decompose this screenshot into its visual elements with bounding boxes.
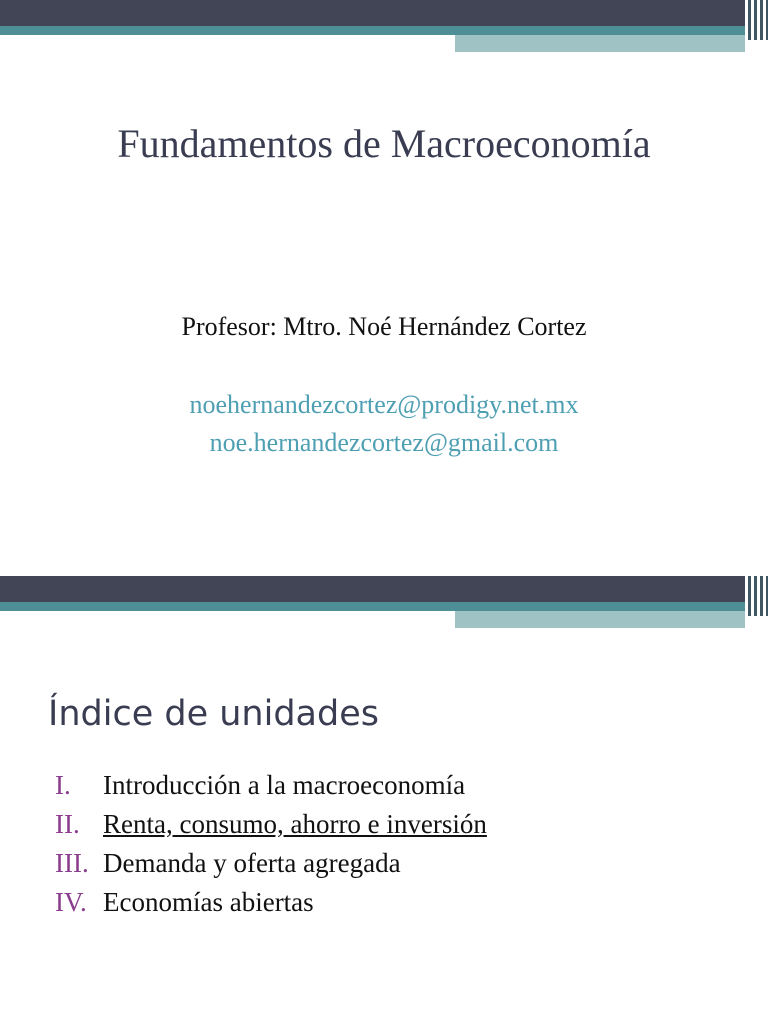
band-teal-bar xyxy=(0,602,745,611)
email-link-prodigy[interactable]: noehernandezcortez@prodigy.net.mx xyxy=(189,390,579,419)
roman-numeral: I. xyxy=(55,770,71,800)
unit-label: Demanda y oferta agregada xyxy=(103,848,401,878)
band-dark-bar xyxy=(0,0,745,26)
band-stripe xyxy=(754,576,757,616)
list-item[interactable] xyxy=(0,809,768,849)
unit-label: Economías abiertas xyxy=(103,887,314,917)
index-slide xyxy=(0,576,768,1024)
unit-label: Introducción a la macroeconomía xyxy=(103,770,466,800)
band-stripe xyxy=(760,576,763,616)
email-link-gmail[interactable]: noe.hernandezcortez@gmail.com xyxy=(209,428,559,457)
roman-numeral: II. xyxy=(55,809,80,839)
roman-numeral: IV. xyxy=(55,887,87,917)
index-title: Índice de unidades xyxy=(48,694,379,734)
band-stripe xyxy=(748,0,751,40)
band-teal-bar xyxy=(0,26,745,35)
band-light-bar xyxy=(455,611,745,628)
roman-numeral: III. xyxy=(55,848,89,878)
list-item xyxy=(0,887,768,927)
band-light-bar xyxy=(455,35,745,52)
header-band xyxy=(0,576,768,628)
band-stripe xyxy=(754,0,757,40)
unit-link[interactable]: Renta, consumo, ahorro e inversión xyxy=(103,809,487,839)
header-band xyxy=(0,0,768,52)
band-stripe xyxy=(760,0,763,40)
list-item xyxy=(0,770,768,810)
course-title: Fundamentos de Macroeconomía xyxy=(117,121,651,166)
list-item xyxy=(0,848,768,888)
professor-name: Profesor: Mtro. Noé Hernández Cortez xyxy=(181,312,587,341)
slide-gap xyxy=(0,512,768,576)
band-dark-bar xyxy=(0,576,745,602)
band-stripe xyxy=(748,576,751,616)
